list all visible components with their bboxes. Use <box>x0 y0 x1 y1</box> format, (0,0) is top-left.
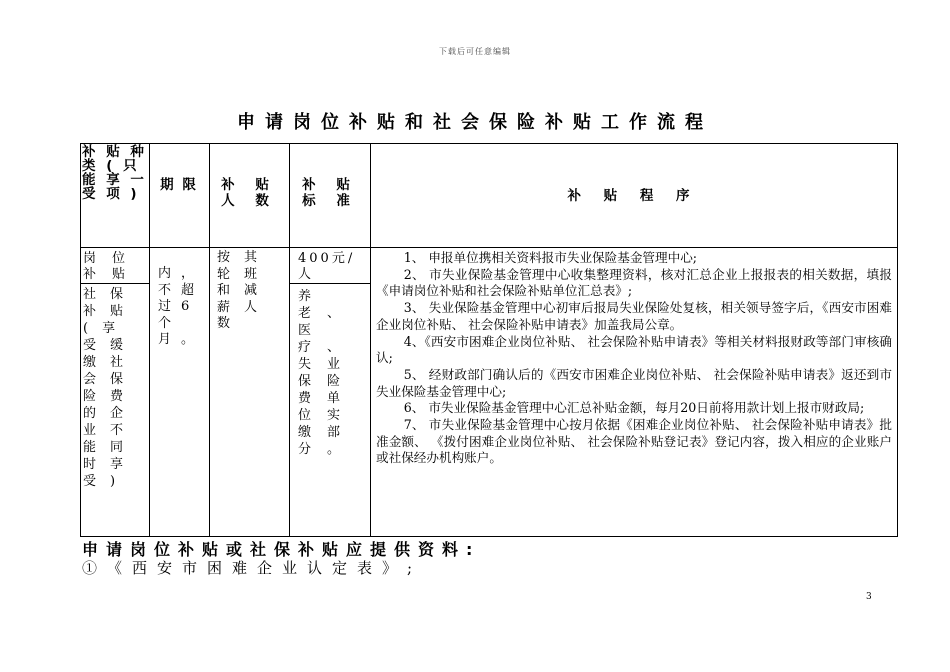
procedure-step-2: 2、 市失业保险基金管理中心收集整理资料，核对汇总企业上报报表的相关数据，填报《申请岗位补贴和社会保险补贴单位汇总表》; <box>376 266 892 299</box>
page-number: 3 <box>866 592 872 602</box>
cell-people: 按其轮班和减薪人数 <box>217 250 272 331</box>
procedure-step-6: 6、 市失业保险基金管理中心汇总补贴金额，每月20日前将用款计划上报市财政局; <box>403 400 865 416</box>
materials-heading: 申请岗位补贴或社保补贴应提供资料: <box>82 540 481 559</box>
cell-period: 内，不超过6个月。 <box>158 266 205 347</box>
document-title: 申请岗位补贴和社会保险补贴工作流程 <box>237 112 713 133</box>
cell-type-job-subsidy: 岗位补贴 <box>83 251 142 282</box>
procedure-step-5: 5、 经财政部门确认后的《西安市困难企业岗位补贴、 社会保险补贴申请表》返还到市失业保险基金管理中心; <box>376 366 892 399</box>
procedure-step-4: 4、《西安市困难企业岗位补贴、 社会保险补贴申请表》等相关材料报财政等部门审核确认; <box>376 333 892 366</box>
procedure-step-3: 3、 失业保险基金管理中心初审后报局失业保险处复核，相关领导签字后，《西安市困难企业岗位补贴、 社会保险补贴申请表》加盖我局公章。 <box>376 300 892 332</box>
procedure-steps <box>376 250 892 467</box>
procedure-step-7: 7、 市失业保险基金管理中心按月依据《困难企业岗位补贴、 社会保险补贴申请表》批准金额、 《拨付困难企业岗位补贴、 社会保险补贴登记表》登记内容，拨入相应的企业账户或社保经办机构账户。 <box>376 417 892 466</box>
materials-item-1: ①《西安市困难企业认定表》; <box>82 559 423 577</box>
cell-type-social-subsidy: 社保补贴(享受缓缴社会保险费的企业不能同时享受) <box>83 287 138 489</box>
cell-standard-social: 养老、医疗、失业保险费单位实缴部分。 <box>298 289 357 457</box>
procedure-step-1: 1、 申报单位携相关资料报市失业保险基金管理中心; <box>403 250 698 265</box>
header-subsidy-standard: 补 贴 标 准 <box>302 177 358 209</box>
header-subsidy-procedure: 补 贴 程 序 <box>567 188 699 204</box>
header-subsidy-type: 补 贴 种 类 ( 只 能 享 一 受 项 ) <box>82 144 147 202</box>
header-subsidy-people: 补 贴 人 数 <box>221 177 277 209</box>
cell-standard-job: 400元/人 <box>298 251 356 282</box>
header-note: 下载后可任意编辑 <box>439 47 511 56</box>
header-period: 期 限 <box>160 177 198 193</box>
